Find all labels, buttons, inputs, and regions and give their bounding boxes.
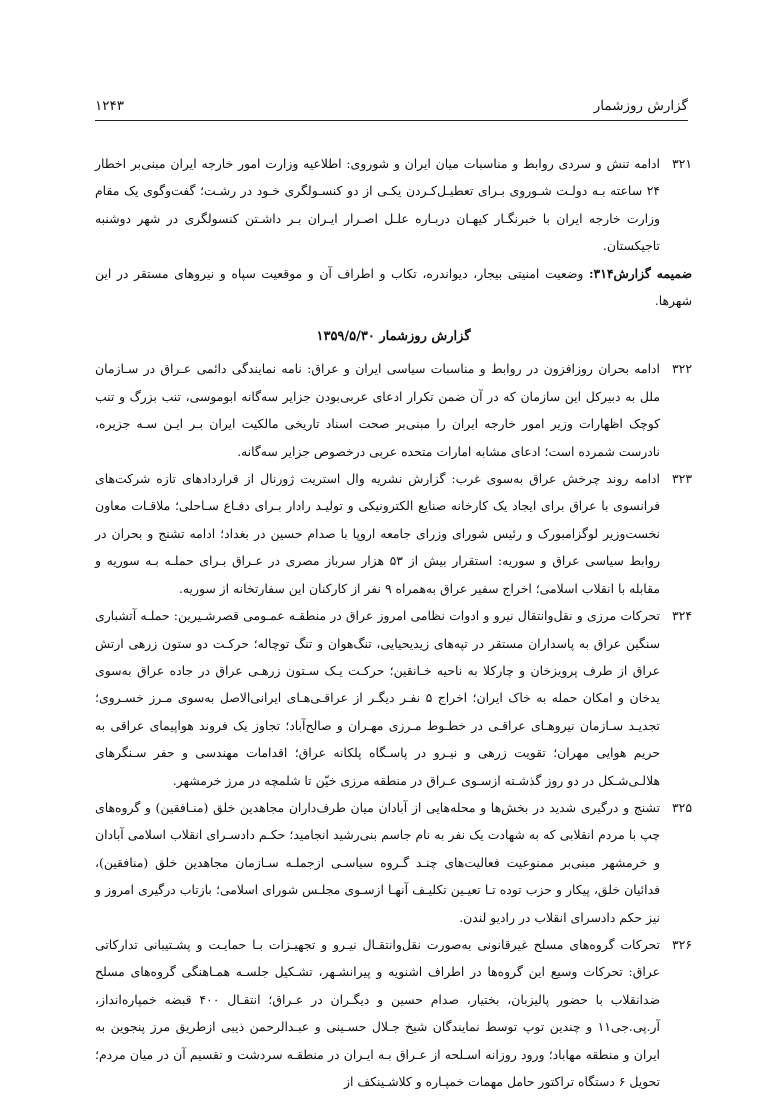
item-number: ۳۲۵ [672, 799, 692, 815]
item-text: تحرکات مرزی و نقل‌وانتقال نیرو و ادوات نظامی امروز عراق در منطقـه عمـومی قصرشـیرین: حملـه آتشباری سنگین عراق به پاسداران مستقر در تپه‌های زیدیحیایی، تنگ‌هوان و تنگ توچاله؛ حرکـت دو ستون زرهی ارتش عراق از طرف پرویزخان و چارکلا به ناحیه خـانقین؛ حرکـت یـک سـتون زرهـی عراق در جاده عراق به‌سوی یدخان و امکان حمله به خاک ایران؛ اخراج ۵ نفـر دیگـر از عراقـی‌هـای ایرانی‌الاصل به‌سوی مـرز خسـروی؛ تجدیـد سـازمان نیروهـای عراقـی در خطـوط مـرزی مهـران و صالح‌آباد؛ تجاوز یک فروند هواپیمای عراقی به حریم هوایی مهران؛ تقویت زرهی و نیـرو در پاسـگاه پلکانه عراق؛ اقدامات مهندسی و حفر سـنگرهای هلالـی‌شـکل در دو روز گذشـته ازسـوی عـراق در منطقه مرزی خیّن تا شلمچه در مرز خرمشهر. [95, 608, 660, 788]
report-item [95, 465, 692, 602]
item-number: ۳۲۱ [672, 156, 692, 171]
appendix-label: ضمیمه گزارش۳۱۴: [588, 265, 693, 281]
report-item [95, 794, 692, 931]
appendix-note [95, 260, 692, 315]
item-text: ادامه بحران روزافزون در روابط و مناسبات سیاسی ایران و عراق: نامه نمایندگی دائمی عـراق در سـازمان ملل به دبیرکل این سازمان که در آن ضمن تکرار ادعای عربی‌بودن جزایر سه‌گانه ابوموسی، تنب بزرگ و تنب کوچک اظهارات وزیر امور خارجه ایران را مبنی‌بر صحت اسناد تاریخی مالکیت ایران بـر ایـن سـه جزیره، نادرست شمرده است؛ ادعای مشابه امارات متحده عربی درخصوص جزایر سه‌گانه. [95, 361, 660, 459]
report-item [95, 931, 692, 1095]
item-text: تحرکات گروه‌های مسلح غیرقانونی به‌صورت نقل‌وانتقـال نیـرو و تجهیـزات بـا حمایـت و پشـتیبانی تدارکاتی عراق: تحرکات وسیع این گروه‌ها در اطراف اشنویه و پیرانشـهر، تشـکیل جلسـه همـاهنگی گروه‌های مسلح ضدانقلاب با حضور پالیزبان، بختیار، صدام حسین و دیگـران در عـراق؛ انتقـال ۴۰۰ قبضه خمپاره‌انداز، آر.پی.جی۱۱ و چندین توپ توسط نمایندگان شیخ جـلال حسـینی و عبـدالرحمن ذیبی ازطریق مرز پنجوین به ایران و منطقه مهاباد؛ ورود روزانه اسـلحه از عـراق بـه ایـران در منطقـه سردشت و تقسیم آن در میان مردم؛ تحویل ۶ دستگاه تراکتور حامل مهمات خمپـاره و کلاشـینکف از [95, 936, 660, 1089]
item-text: تشنج و درگیری شدید در بخش‌ها و محله‌هایی از آبادان میان طرف‌داران مجاهدین خلق (منـافقین) و گروه‌های چپ با مردم انقلابی که به شهادت یک نفر به نام جاسم بنی‌رشید انجامید؛ حکـم دادسـرای انقلاب اسلامی آبادان و خرمشهر مبنی‌بر ممنوعیت فعالیت‌های چنـد گـروه سیاسـی ازجملـه سـازمان مجاهدین خلق (منافقین)، فدائیان خلق، پیکار و حزب توده تـا تعیـین تکلیـف آنهـا ازسـوی مجلـس شورای اسلامی؛ بازتاب درگیری امروز و نیز حکم دادسرای انقلاب در رادیو لندن. [95, 799, 660, 925]
item-number: ۳۲۴ [672, 608, 692, 624]
appendix-text: وضعیت امنیتی بیجار، دیواندره، تکاب و اطراف آن و موقعیت سپاه و نیروهای مستقر در این شهرها. [95, 265, 692, 309]
page-body [95, 150, 692, 1095]
section-heading: گزارش روزشمار ۱۳۵۹/۵/۳۰ [316, 329, 471, 345]
item-number: ۳۲۶ [672, 936, 692, 952]
report-item [95, 150, 692, 260]
running-header [95, 96, 688, 121]
item-number: ۳۲۳ [672, 471, 692, 487]
item-text: ادامه تنش و سردی روابط و مناسبات میان ایران و شوروی: اطلاعیه وزارت امور خارجه ایران مبنی‌بر اخطار ۲۴ ساعته بـه دولـت شـوروی بـرای تعطیـل‌کـردن یکـی از دو کنسـولگری خـود در رشـت؛ گفت‌وگوی یک مقام وزارت خارجه ایران با خبرنگـار کیهـان دربـاره علـل اصـرار ایـران بـر داشـتن کنسولگری در شهر دوشنبه تاجیکستان. [95, 156, 660, 254]
item-number: ۳۲۲ [672, 361, 692, 377]
report-item [95, 602, 692, 794]
report-item [95, 355, 692, 465]
page-number: ۱۲۴۳ [95, 98, 125, 114]
item-text: ادامه روند چرخش عراق به‌سوی غرب: گزارش نشریه وال استریت ژورنال از قراردادهای تازه شرکت‌های فرانسوی با عراق برای ایجاد یک کارخانه صنایع الکترونیکی و تولیـد رادار بـرای دفـاع سـاحلی؛ ملاقـات معاون نخست‌وزیر لوگزامبورک و رئیس شورای وزرای جامعه اروپا با صدام حسین در بغداد؛ ادامه تشنج و بحران در روابط سیاسی عراق و سوریه: استقرار بیش از ۵۳ هزار سرباز مصری در عـراق بـرای حملـه بـه سوریه و مقابله با انقلاب اسلامی؛ اخراج سفیر عراق به‌همراه ۹ نفر از کارکنان این سفارتخانه از سوریه. [95, 471, 660, 596]
running-title: گزارش روزشمار [593, 98, 688, 114]
